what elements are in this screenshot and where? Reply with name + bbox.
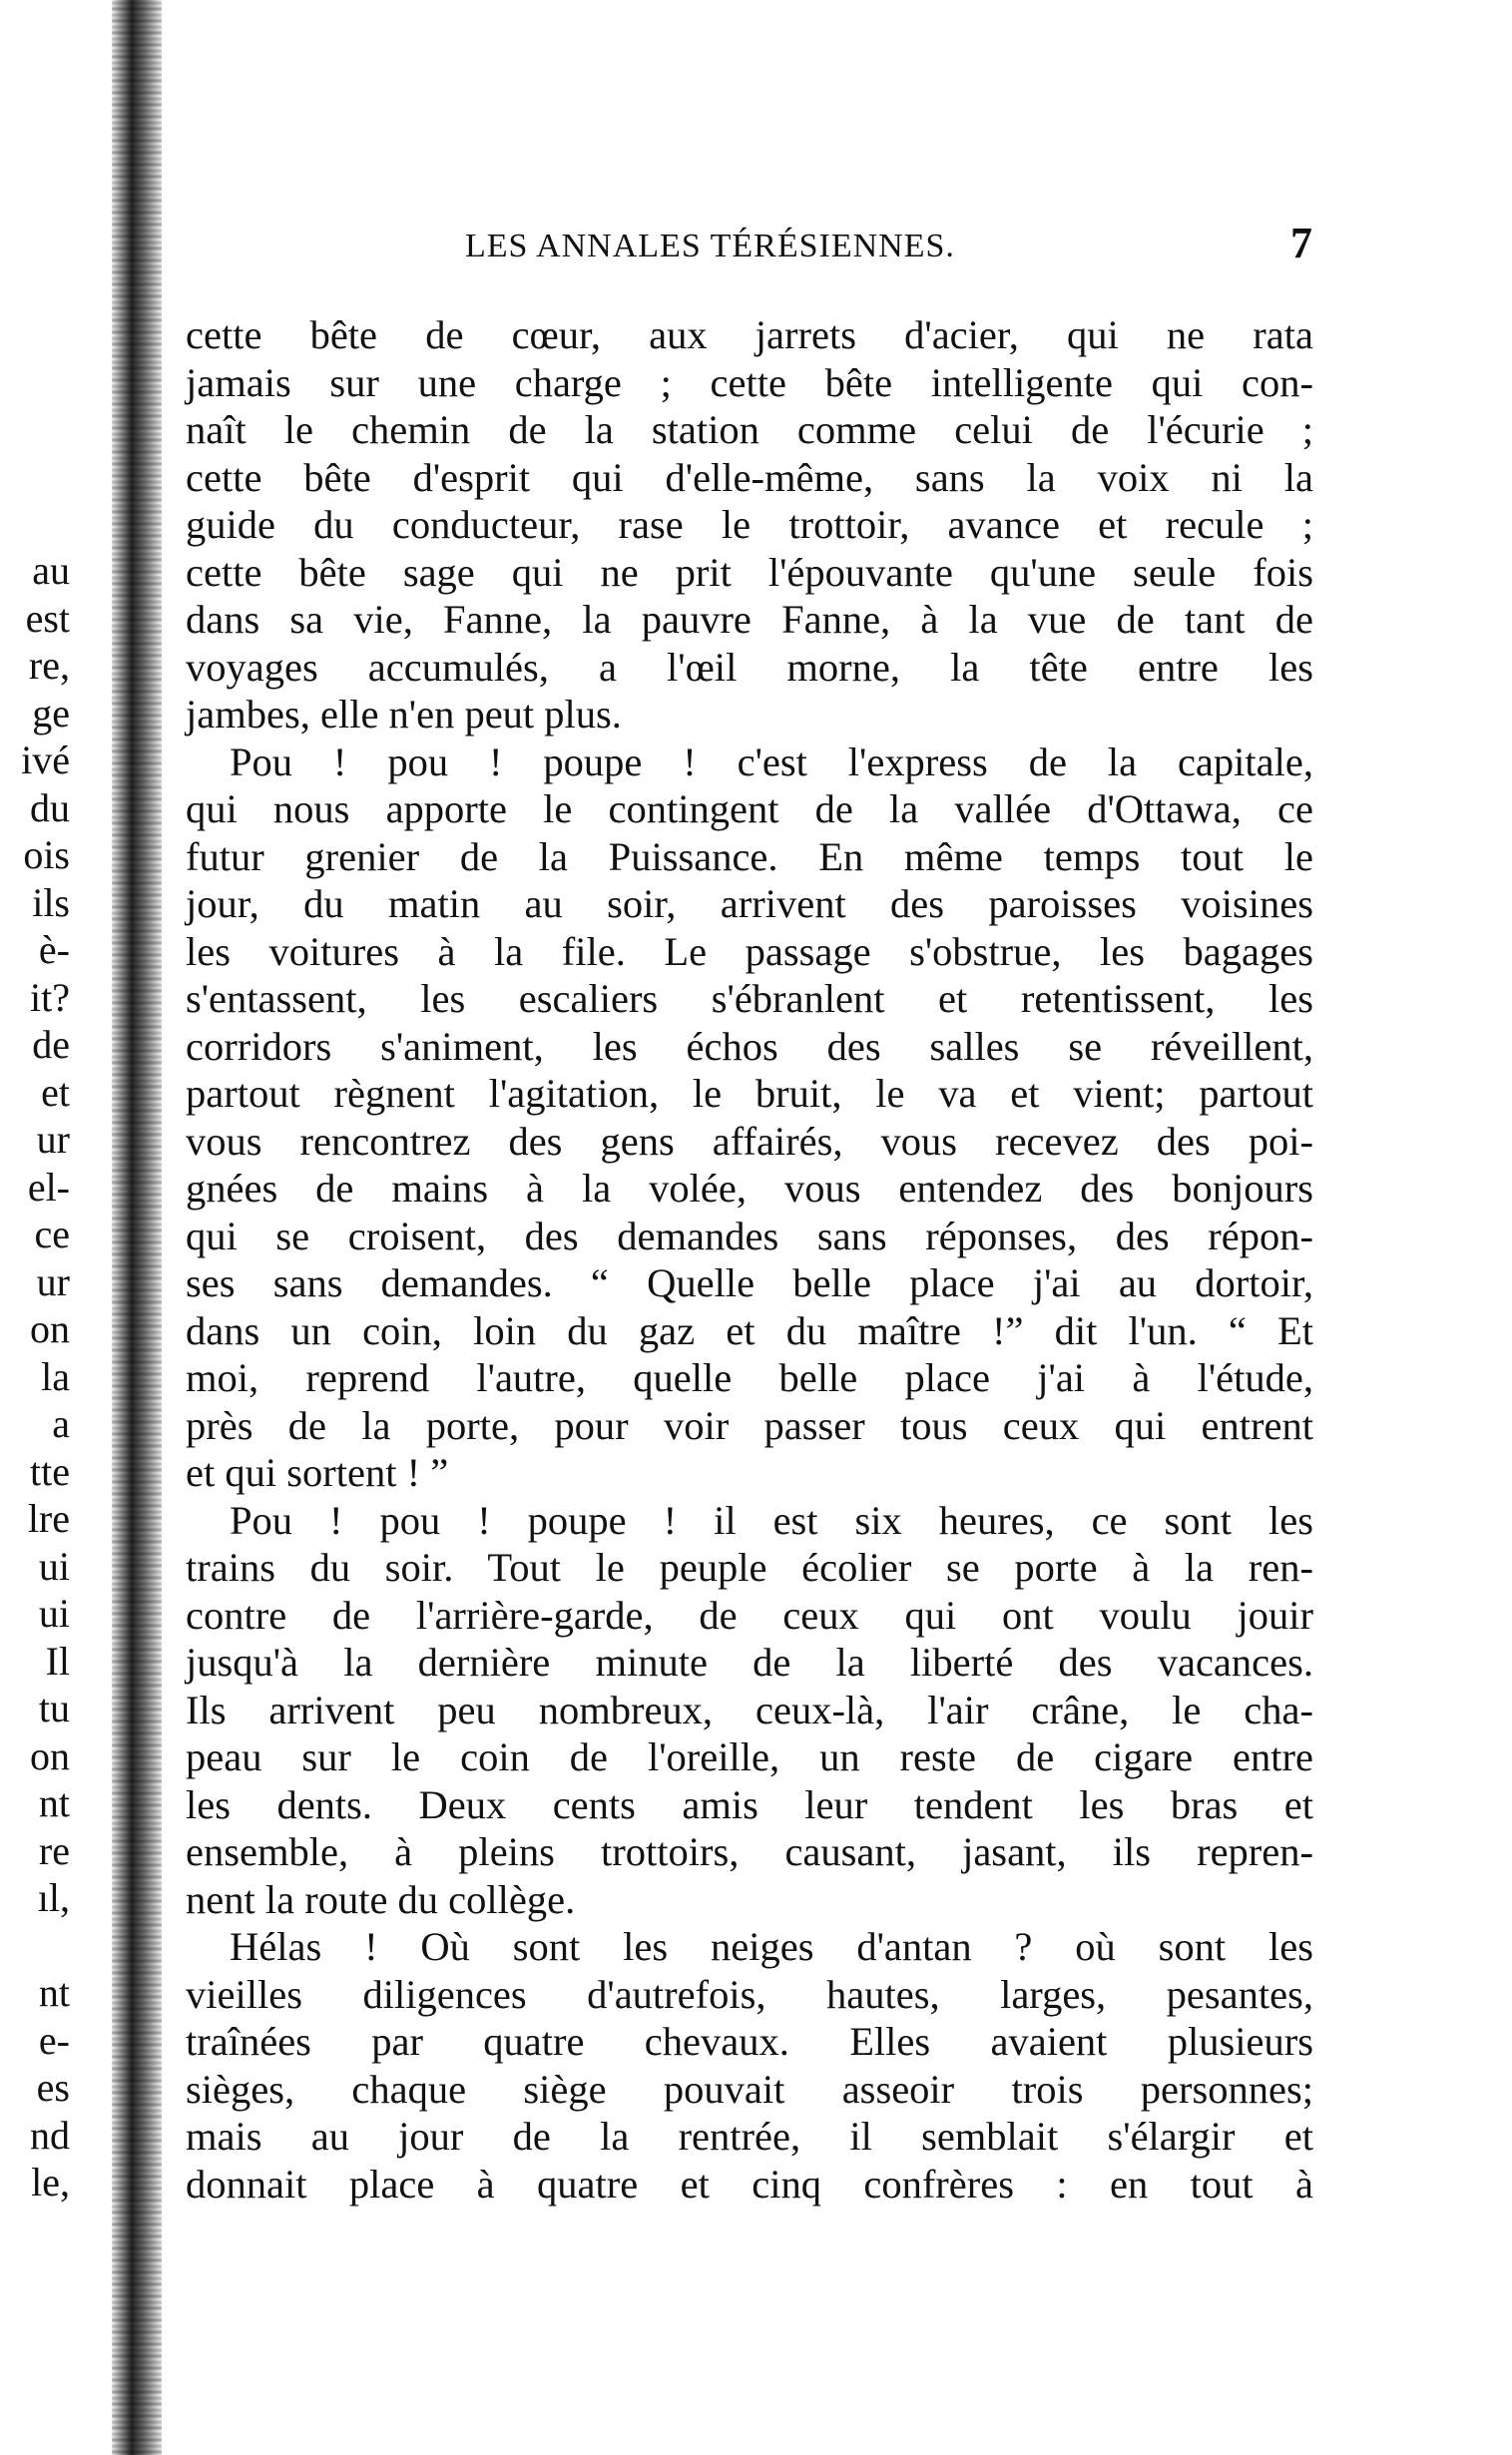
margin-fragment: Il xyxy=(45,1638,70,1684)
margin-fragment: nt xyxy=(38,1970,70,2015)
margin-fragment: re, xyxy=(28,643,70,688)
margin-fragment: nd xyxy=(30,2112,70,2158)
margin-fragment: it? xyxy=(30,974,70,1020)
text-line: les dents. Deux cents amis leur tendent les bras et xyxy=(186,1781,1313,1827)
text-line: vous rencontrez des gens affairés, vous recevez des poi- xyxy=(186,1118,1313,1164)
text-line: partout règnent l'agitation, le bruit, le va et vient; partout xyxy=(186,1071,1313,1116)
margin-fragment: re xyxy=(38,1827,70,1873)
margin-fragment: ils xyxy=(32,879,70,925)
text-line: jambes, elle n'en peut plus. xyxy=(186,692,622,736)
paragraph-start-line: Pou ! pou ! poupe ! c'est l'express de la capitale, xyxy=(230,738,1313,784)
text-line: mais au jour de la rentrée, il semblait s'élargir et xyxy=(186,2114,1313,2159)
margin-fragment: tte xyxy=(30,1448,70,1494)
margin-fragment: es xyxy=(36,2065,70,2110)
text-line: moi, reprend l'autre, quelle belle place j'ai à l'étude, xyxy=(186,1355,1313,1400)
text-line: cette bête d'esprit qui d'elle-même, sans la voix ni la xyxy=(186,454,1313,500)
text-line: ensemble, à pleins trottoirs, causant, jasant, ils repren- xyxy=(186,1829,1313,1874)
text-line: trains du soir. Tout le peuple écolier se porte à la ren- xyxy=(186,1545,1313,1590)
text-line: contre de l'arrière-garde, de ceux qui ont voulu jouir xyxy=(186,1592,1313,1638)
text-line: cette bête de cœur, aux jarrets d'acier, qui ne rata xyxy=(186,312,1313,357)
binding-gutter-shadow xyxy=(112,0,162,2455)
margin-fragment: ui xyxy=(38,1591,70,1636)
margin-fragment: est xyxy=(25,595,70,641)
text-line: donnait place à quatre et cinq confrères : en tout à xyxy=(186,2161,1313,2207)
margin-fragment: de xyxy=(32,1022,70,1067)
text-line: futur grenier de la Puissance. En même temps tout le xyxy=(186,833,1313,879)
margin-fragment: ur xyxy=(36,1117,70,1162)
margin-fragment: ivé xyxy=(21,737,70,782)
text-line: jusqu'à la dernière minute de la liberté des vacances. xyxy=(186,1640,1313,1685)
facing-page-fragments xyxy=(0,547,80,2207)
text-line: cette bête sage qui ne prit l'épouvante qu'une seule fois xyxy=(186,549,1313,595)
margin-fragment: ıl, xyxy=(37,1875,70,1920)
margin-fragment: e- xyxy=(38,2017,70,2063)
text-line: les voitures à la file. Le passage s'obstrue, les bagages xyxy=(186,928,1313,974)
margin-fragment: on xyxy=(30,1732,70,1778)
margin-fragment: au xyxy=(32,548,70,593)
paragraph-start-line: Hélas ! Où sont les neiges d'antan ? où sont les xyxy=(230,1924,1313,1969)
margin-fragment: ois xyxy=(23,832,70,877)
text-line: peau sur le coin de l'oreille, un reste de cigare entre xyxy=(186,1734,1313,1779)
text-line: et qui sortent ! ” xyxy=(186,1450,449,1495)
page-number: 7 xyxy=(1290,219,1313,267)
running-head xyxy=(186,219,1313,277)
margin-fragment: a xyxy=(52,1401,70,1446)
margin-fragment: la xyxy=(41,1353,70,1399)
text-line: Ils arrivent peu nombreux, ceux-là, l'air crâne, le cha- xyxy=(186,1687,1313,1732)
margin-fragment: ce xyxy=(34,1212,70,1256)
text-line: près de la porte, pour voir passer tous ceux qui entrent xyxy=(186,1402,1313,1448)
text-line: jour, du matin au soir, arrivent des paroisses voisines xyxy=(186,881,1313,926)
margin-fragment: el- xyxy=(27,1164,70,1210)
text-line: dans un coin, loin du gaz et du maître !” dit l'un. “ Et xyxy=(186,1307,1313,1353)
text-line: guide du conducteur, rase le trottoir, avance et recule ; xyxy=(186,502,1313,547)
text-line: dans sa vie, Fanne, la pauvre Fanne, à la vue de tant de xyxy=(186,597,1313,642)
text-line: naît le chemin de la station comme celui de l'écurie ; xyxy=(186,407,1313,452)
margin-fragment: lre xyxy=(27,1496,70,1541)
text-line: traînées par quatre chevaux. Elles avaient plusieurs xyxy=(186,2019,1313,2064)
margin-fragment xyxy=(0,1922,80,1970)
paragraph-start-line: Pou ! pou ! poupe ! il est six heures, ce sont les xyxy=(230,1497,1313,1543)
text-line: sièges, chaque siège pouvait asseoir trois personnes; xyxy=(186,2066,1313,2112)
margin-fragment: ur xyxy=(36,1258,70,1304)
text-line: voyages accumulés, a l'œil morne, la tête entre les xyxy=(186,644,1313,690)
text-line: s'entassent, les escaliers s'ébranlent et retentissent, les xyxy=(186,976,1313,1021)
margin-fragment: le, xyxy=(31,2160,70,2205)
margin-fragment: ui xyxy=(38,1543,70,1589)
margin-fragment: du xyxy=(30,784,70,830)
body-text xyxy=(186,311,1313,2208)
margin-fragment: nt xyxy=(38,1780,70,1825)
margin-fragment: et xyxy=(41,1069,70,1115)
running-head-title: LES ANNALES TÉRÉSIENNES. xyxy=(465,228,955,264)
text-line: vieilles diligences d'autrefois, hautes, larges, pesantes, xyxy=(186,1971,1313,2017)
text-line: jamais sur une charge ; cette bête intelligente qui con- xyxy=(186,359,1313,405)
text-line: ses sans demandes. “ Quelle belle place j'ai au dortoir, xyxy=(186,1260,1313,1305)
text-line: gnées de mains à la volée, vous entendez des bonjours xyxy=(186,1166,1313,1211)
text-line: qui se croisent, des demandes sans réponses, des répon- xyxy=(186,1213,1313,1258)
text-line: nent la route du collège. xyxy=(186,1876,576,1922)
text-line: corridors s'animent, les échos des salles se réveillent, xyxy=(186,1023,1313,1069)
margin-fragment: on xyxy=(30,1306,70,1351)
text-line: qui nous apporte le contingent de la vallée d'Ottawa, ce xyxy=(186,786,1313,831)
margin-fragment: ge xyxy=(32,690,70,736)
margin-fragment: è- xyxy=(38,927,70,972)
margin-fragment: tu xyxy=(38,1686,70,1730)
